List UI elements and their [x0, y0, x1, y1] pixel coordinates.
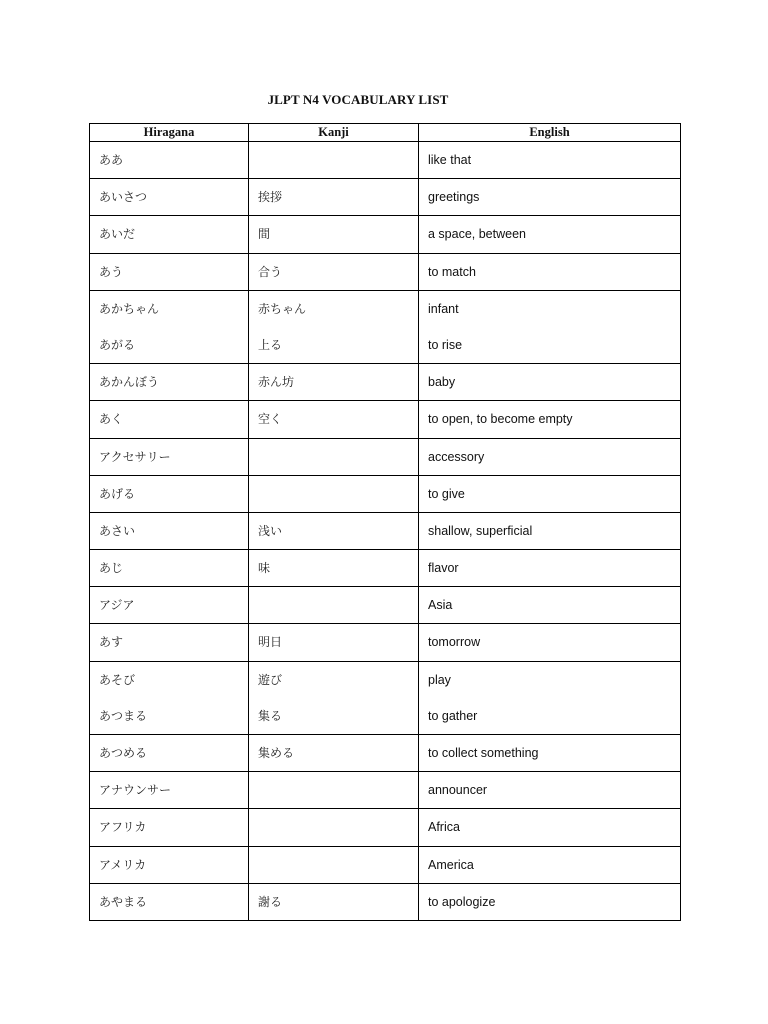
hiragana-text: あう	[99, 264, 124, 279]
hiragana-text: アクセサリー	[99, 449, 171, 464]
cell-english	[419, 883, 681, 920]
hiragana-text: ああ	[99, 153, 124, 167]
cell-hiragana	[90, 661, 249, 734]
cell-hiragana	[90, 142, 249, 179]
cell-hiragana	[90, 809, 249, 846]
table-body	[90, 142, 681, 921]
cell-hiragana	[90, 364, 249, 401]
cell-english	[419, 142, 681, 179]
cell-english	[419, 290, 681, 363]
cell-english	[419, 364, 681, 401]
kanji-text: 明日	[258, 635, 283, 650]
hiragana-text: あかちゃん	[99, 301, 160, 316]
kanji-text: 浅い	[258, 523, 283, 538]
cell-english	[419, 587, 681, 624]
hiragana-text: あじ	[99, 561, 124, 576]
cell-english	[419, 253, 681, 290]
column-header-english: English	[419, 124, 681, 142]
cell-kanji	[249, 142, 419, 179]
hiragana-text: あいだ	[99, 227, 136, 242]
cell-kanji	[249, 364, 419, 401]
cell-english	[419, 438, 681, 475]
hiragana-text: アフリカ	[99, 820, 147, 835]
cell-kanji	[249, 809, 419, 846]
kanji-text: 上る	[258, 337, 283, 352]
english-text: to give	[428, 486, 465, 501]
cell-kanji	[249, 438, 419, 475]
table-row	[90, 364, 681, 401]
english-text: accessory	[428, 449, 485, 464]
vocabulary-table	[89, 123, 681, 921]
table-row	[90, 438, 681, 475]
cell-hiragana	[90, 550, 249, 587]
cell-kanji	[249, 253, 419, 290]
cell-kanji	[249, 179, 419, 216]
english-text: play	[428, 672, 451, 687]
english-text: baby	[428, 375, 456, 390]
column-header-hiragana: Hiragana	[90, 124, 249, 142]
cell-hiragana	[90, 401, 249, 438]
english-text: to collect something	[428, 746, 539, 760]
cell-hiragana	[90, 179, 249, 216]
cell-hiragana	[90, 253, 249, 290]
cell-kanji	[249, 661, 419, 734]
cell-kanji	[249, 883, 419, 920]
hiragana-text: あそび	[99, 672, 136, 687]
kanji-text	[249, 142, 418, 178]
hiragana-text: アメリカ	[99, 857, 147, 872]
table-row	[90, 809, 681, 846]
kanji-text: 集る	[258, 708, 283, 723]
kanji-text	[249, 587, 418, 623]
table-row	[90, 661, 681, 734]
cell-kanji	[249, 216, 419, 253]
hiragana-text: アジア	[99, 598, 135, 613]
hiragana-text: あつまる	[99, 708, 148, 723]
table-row	[90, 290, 681, 363]
english-text: America	[428, 857, 474, 872]
cell-english	[419, 772, 681, 809]
cell-english	[419, 661, 681, 734]
cell-kanji	[249, 475, 419, 512]
english-text: shallow, superficial	[428, 523, 533, 538]
table-row	[90, 475, 681, 512]
hiragana-text: あかんぼう	[99, 375, 160, 390]
cell-hiragana	[90, 216, 249, 253]
english-text: to open, to become empty	[428, 412, 573, 427]
cell-kanji	[249, 290, 419, 363]
kanji-text: 合う	[258, 264, 283, 279]
hiragana-text: あげる	[99, 486, 136, 501]
table-row	[90, 179, 681, 216]
kanji-text: 遊び	[258, 672, 283, 687]
kanji-text	[249, 772, 418, 808]
hiragana-text: アナウンサー	[99, 783, 172, 798]
english-text: to apologize	[428, 894, 496, 909]
cell-english	[419, 846, 681, 883]
page-title: JLPT N4 VOCABULARY LIST	[267, 92, 449, 107]
english-text: like that	[428, 153, 472, 167]
english-text: to gather	[428, 708, 478, 723]
english-text: tomorrow	[428, 635, 481, 650]
cell-kanji	[249, 772, 419, 809]
table-row	[90, 846, 681, 883]
cell-english	[419, 550, 681, 587]
table-row	[90, 512, 681, 549]
hiragana-text: あやまる	[99, 894, 148, 909]
kanji-text: 集める	[258, 746, 295, 760]
cell-hiragana	[90, 438, 249, 475]
cell-kanji	[249, 401, 419, 438]
cell-hiragana	[90, 512, 249, 549]
cell-kanji	[249, 735, 419, 772]
kanji-text: 間	[258, 227, 271, 242]
cell-english	[419, 735, 681, 772]
cell-hiragana	[90, 772, 249, 809]
cell-english	[419, 809, 681, 846]
kanji-text: 赤ん坊	[258, 375, 295, 390]
hiragana-text: あく	[99, 412, 124, 427]
kanji-text	[249, 809, 418, 845]
kanji-text: 謝る	[258, 894, 283, 909]
kanji-text	[249, 476, 418, 512]
cell-hiragana	[90, 883, 249, 920]
column-header-kanji: Kanji	[249, 124, 419, 142]
kanji-text: 空く	[258, 412, 283, 427]
english-text: greetings	[428, 190, 480, 205]
hiragana-text: あがる	[99, 337, 136, 352]
cell-english	[419, 401, 681, 438]
kanji-text: 味	[258, 561, 271, 576]
table-row	[90, 772, 681, 809]
cell-english	[419, 179, 681, 216]
cell-kanji	[249, 624, 419, 661]
table-row	[90, 624, 681, 661]
kanji-text: 挨拶	[258, 190, 283, 205]
cell-english	[419, 624, 681, 661]
cell-hiragana	[90, 475, 249, 512]
table-row	[90, 550, 681, 587]
cell-kanji	[249, 846, 419, 883]
table-row	[90, 883, 681, 920]
hiragana-text: あさい	[99, 523, 136, 538]
cell-hiragana	[90, 624, 249, 661]
kanji-text	[249, 439, 418, 475]
cell-kanji	[249, 550, 419, 587]
cell-hiragana	[90, 735, 249, 772]
kanji-text	[249, 847, 418, 883]
english-text: Africa	[428, 820, 460, 835]
hiragana-text: あつめる	[99, 746, 148, 760]
cell-kanji	[249, 512, 419, 549]
english-text: announcer	[428, 783, 488, 798]
cell-kanji	[249, 587, 419, 624]
english-text: Asia	[428, 598, 453, 613]
cell-english	[419, 512, 681, 549]
table-header-row	[90, 124, 681, 142]
cell-hiragana	[90, 846, 249, 883]
cell-english	[419, 475, 681, 512]
english-text: infant	[428, 301, 459, 316]
english-text: to rise	[428, 337, 463, 352]
table-row	[90, 735, 681, 772]
kanji-text: 赤ちゃん	[258, 301, 307, 316]
cell-hiragana	[90, 290, 249, 363]
hiragana-text: あいさつ	[99, 190, 148, 205]
english-text: a space, between	[428, 227, 526, 242]
table-row	[90, 587, 681, 624]
cell-english	[419, 216, 681, 253]
english-text: flavor	[428, 561, 459, 576]
table-row	[90, 401, 681, 438]
hiragana-text: あす	[99, 635, 124, 650]
table-row	[90, 142, 681, 179]
english-text: to match	[428, 264, 476, 279]
table-row	[90, 216, 681, 253]
cell-hiragana	[90, 587, 249, 624]
table-row	[90, 253, 681, 290]
